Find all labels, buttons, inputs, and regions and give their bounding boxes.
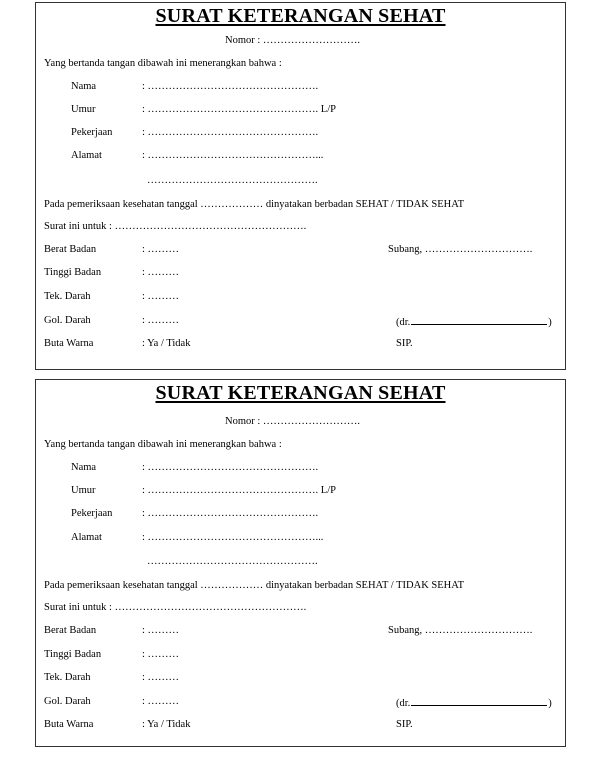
- pemeriksaan-text: Pada pemeriksaan kesehatan tanggal ……………… dinyatakan berbadan SEHAT / TIDAK SEHAT: [44, 580, 465, 591]
- tekanan-darah-label: Tek. Darah: [44, 291, 91, 302]
- umur-value: : …………………………………………. L/P: [142, 104, 336, 115]
- doctor-signature: [396, 315, 552, 329]
- signature-line: [411, 315, 547, 325]
- tinggi-badan-label: Tinggi Badan: [44, 267, 102, 278]
- nama-value: : ………………………………………….: [142, 81, 319, 92]
- tekanan-darah-value: : ………: [142, 672, 180, 683]
- doctor-signature: [396, 696, 552, 710]
- alamat-label: Alamat: [71, 532, 102, 543]
- alamat-line-2: ………………………………………….: [147, 175, 318, 186]
- alamat-label: Alamat: [71, 150, 102, 161]
- pekerjaan-value: : ………………………………………….: [142, 127, 319, 138]
- tekanan-darah-label: Tek. Darah: [44, 672, 91, 683]
- umur-label: Umur: [71, 104, 96, 115]
- berat-badan-value: : ………: [142, 625, 180, 636]
- nama-label: Nama: [71, 81, 97, 92]
- sip-field: SIP.: [396, 719, 413, 730]
- buta-warna-label: Buta Warna: [44, 719, 94, 730]
- berat-badan-label: Berat Badan: [44, 244, 97, 255]
- alamat-value: : …………………………………………...: [142, 532, 324, 543]
- signature-line: [411, 696, 547, 706]
- buta-warna-value: : Ya / Tidak: [142, 338, 191, 349]
- nomor-field: Nomor : ……………………….: [225, 416, 361, 427]
- health-certificate-form-1: [35, 2, 566, 370]
- buta-warna-value: : Ya / Tidak: [142, 719, 191, 730]
- form-title: SURAT KETERANGAN SEHAT: [155, 5, 446, 27]
- tinggi-badan-label: Tinggi Badan: [44, 649, 102, 660]
- golongan-darah-label: Gol. Darah: [44, 696, 91, 707]
- umur-label: Umur: [71, 485, 96, 496]
- pekerjaan-value: : ………………………………………….: [142, 508, 319, 519]
- pemeriksaan-text: Pada pemeriksaan kesehatan tanggal ……………… dinyatakan berbadan SEHAT / TIDAK SEHAT: [44, 199, 465, 210]
- tinggi-badan-value: : ………: [142, 649, 180, 660]
- tinggi-badan-value: : ………: [142, 267, 180, 278]
- buta-warna-label: Buta Warna: [44, 338, 94, 349]
- subang-date: Subang, ………………………….: [388, 625, 533, 636]
- sip-field: SIP.: [396, 338, 413, 349]
- golongan-darah-value: : ………: [142, 315, 180, 326]
- golongan-darah-label: Gol. Darah: [44, 315, 91, 326]
- intro-text: Yang bertanda tangan dibawah ini menerangkan bahwa :: [44, 439, 282, 450]
- doctor-close: ): [548, 317, 552, 328]
- form-title: SURAT KETERANGAN SEHAT: [155, 382, 446, 404]
- intro-text: Yang bertanda tangan dibawah ini menerangkan bahwa :: [44, 58, 282, 69]
- nama-value: : ………………………………………….: [142, 462, 319, 473]
- umur-value: : …………………………………………. L/P: [142, 485, 336, 496]
- pekerjaan-label: Pekerjaan: [71, 508, 113, 519]
- subang-date: Subang, ………………………….: [388, 244, 533, 255]
- pekerjaan-label: Pekerjaan: [71, 127, 113, 138]
- nomor-field: Nomor : ……………………….: [225, 35, 361, 46]
- health-certificate-form-2: [35, 379, 566, 747]
- berat-badan-label: Berat Badan: [44, 625, 97, 636]
- surat-untuk-text: Surat ini untuk : ……………………………………………….: [44, 602, 307, 613]
- alamat-value: : …………………………………………...: [142, 150, 324, 161]
- tekanan-darah-value: : ………: [142, 291, 180, 302]
- alamat-line-2: ………………………………………….: [147, 556, 318, 567]
- doctor-close: ): [548, 698, 552, 709]
- doctor-open: (dr.: [396, 317, 411, 328]
- doctor-open: (dr.: [396, 698, 411, 709]
- nama-label: Nama: [71, 462, 97, 473]
- golongan-darah-value: : ………: [142, 696, 180, 707]
- berat-badan-value: : ………: [142, 244, 180, 255]
- surat-untuk-text: Surat ini untuk : ……………………………………………….: [44, 221, 307, 232]
